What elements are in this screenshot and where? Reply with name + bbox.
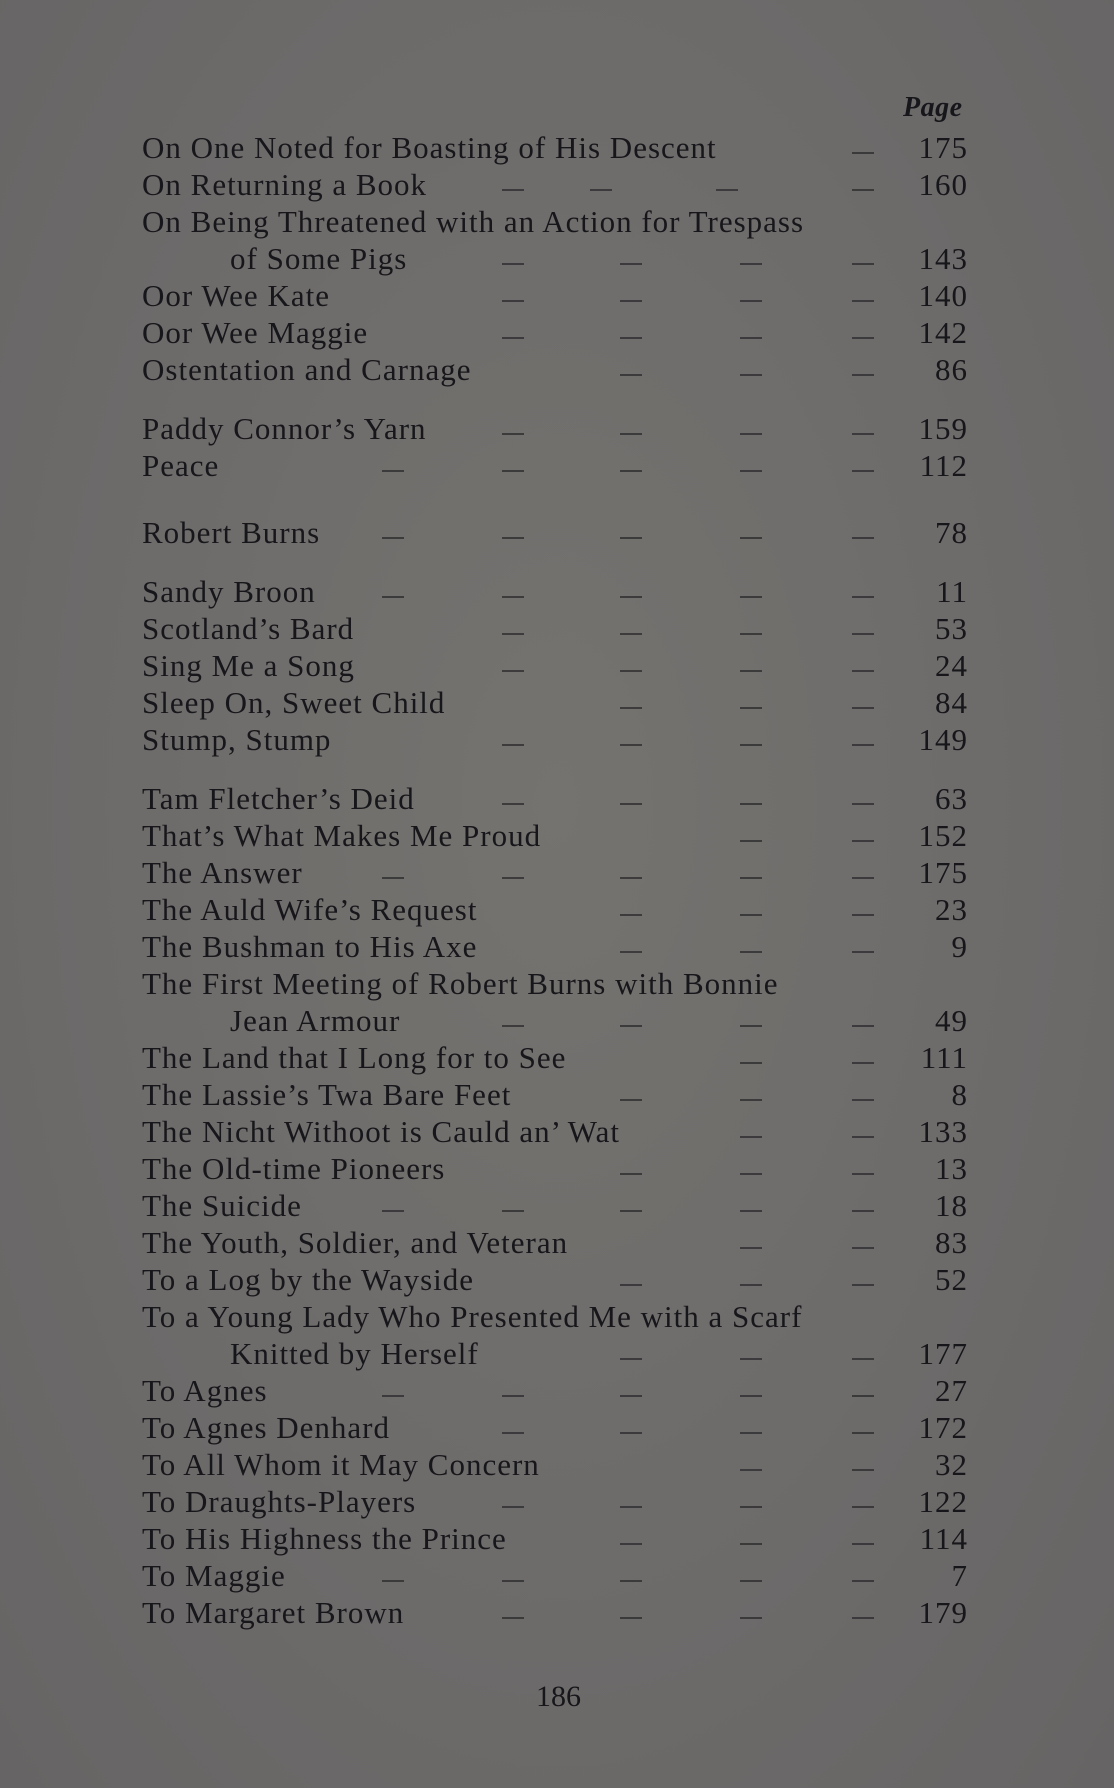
toc-entry-page: 13 (935, 1151, 968, 1186)
page-number: 186 (536, 1680, 581, 1713)
toc-entry (142, 781, 968, 817)
toc-entry (142, 818, 968, 854)
toc-entry-page: 159 (918, 411, 968, 446)
toc-entry (142, 167, 968, 203)
toc-entry (142, 1262, 968, 1298)
toc-entry (142, 448, 968, 484)
toc-entry-title: To a Young Lady Who Presented Me with a Scarf (142, 1299, 803, 1334)
toc-entry-page: 11 (936, 574, 968, 609)
toc-entry (142, 1151, 968, 1187)
toc-entry-page: 83 (935, 1225, 968, 1260)
toc-entry-page: 152 (918, 818, 968, 853)
toc-entry (142, 1373, 968, 1409)
toc-entry-page: 179 (918, 1595, 968, 1630)
toc-entry-page: 160 (918, 167, 968, 202)
toc-entry-page: 122 (918, 1484, 968, 1519)
toc-entry-title: The First Meeting of Robert Burns with Bonnie (142, 966, 779, 1001)
toc-entry-page: 172 (918, 1410, 968, 1445)
toc-entry-page: 142 (918, 315, 968, 350)
toc-entry-title: The Auld Wife’s Request (142, 892, 478, 927)
toc-entry (142, 1077, 968, 1113)
toc-entry-page: 18 (935, 1188, 968, 1223)
toc-entry-title: Paddy Connor’s Yarn (142, 411, 427, 446)
toc-entry-title: On Being Threatened with an Action for Trespass (142, 204, 805, 239)
toc-entry-page: 52 (935, 1262, 968, 1297)
toc-entry-title: Knitted by Herself (230, 1336, 479, 1371)
toc-entry-title: Peace (142, 448, 220, 483)
toc-entry (142, 1558, 968, 1594)
toc-entry-title: Oor Wee Kate (142, 278, 330, 313)
toc-entry-page: 112 (919, 448, 968, 483)
toc-entry-title: To Agnes Denhard (142, 1410, 391, 1445)
toc-entry (142, 515, 968, 551)
toc-entry-page: 78 (935, 515, 968, 550)
toc-entry-page: 175 (918, 130, 968, 165)
toc-entry (142, 722, 968, 758)
toc-entry-page: 114 (919, 1521, 968, 1556)
toc-entry (142, 1299, 962, 1335)
toc-entry-page: 24 (935, 648, 968, 683)
toc-entry-title: The Answer (142, 855, 303, 890)
toc-entry-page: 53 (935, 611, 968, 646)
toc-entry (142, 574, 968, 610)
toc-entry-title: To His Highness the Prince (142, 1521, 507, 1556)
toc-entry-title: The Nicht Withoot is Cauld an’ Wat (142, 1114, 620, 1149)
toc-entry-title: Sing Me a Song (142, 648, 355, 683)
toc-entry-title: Tam Fletcher’s Deid (142, 781, 415, 816)
toc-entry (142, 966, 962, 1002)
toc-entry-page: 63 (935, 781, 968, 816)
toc-entry-title: The Suicide (142, 1188, 302, 1223)
toc-entry-title: On One Noted for Boasting of His Descent (142, 130, 717, 165)
toc-entry (142, 855, 968, 891)
page-column-heading: Page (903, 92, 963, 123)
toc-entry-title: The Lassie’s Twa Bare Feet (142, 1077, 512, 1112)
toc-entry-title: Sandy Broon (142, 574, 316, 609)
toc-entry-title: That’s What Makes Me Proud (142, 818, 542, 853)
toc-entry-page: 133 (918, 1114, 968, 1149)
toc-entry-title: Oor Wee Maggie (142, 315, 369, 350)
toc-entry-title: The Youth, Soldier, and Veteran (142, 1225, 569, 1260)
toc-entry (142, 278, 968, 314)
toc-entry (142, 1114, 968, 1150)
toc-entry-continuation (230, 241, 1050, 277)
toc-entry-continuation (230, 1336, 1050, 1372)
toc-entry (142, 892, 968, 928)
toc-entry-continuation (230, 1003, 1050, 1039)
toc-entry (142, 611, 968, 647)
toc-entry-title: To Draughts-Players (142, 1484, 417, 1519)
toc-entry (142, 1040, 968, 1076)
toc-entry-title: Stump, Stump (142, 722, 332, 757)
toc-entry-title: Ostentation and Carnage (142, 352, 472, 387)
toc-entry-page: 175 (918, 855, 968, 890)
toc-entry (142, 411, 968, 447)
toc-entry-title: The Land that I Long for to See (142, 1040, 567, 1075)
toc-entry-page: 23 (935, 892, 968, 927)
toc-entry (142, 929, 968, 965)
toc-entry (142, 315, 968, 351)
toc-entry-page: 9 (951, 929, 968, 964)
toc-entry-page: 140 (918, 278, 968, 313)
toc-entry (142, 1484, 968, 1520)
toc-entry-page: 143 (918, 241, 968, 276)
toc-entry-title: To All Whom it May Concern (142, 1447, 540, 1482)
toc-entry-page: 149 (918, 722, 968, 757)
toc-entry-title: Sleep On, Sweet Child (142, 685, 446, 720)
toc-entry (142, 130, 968, 166)
toc-entry-title: To Margaret Brown (142, 1595, 405, 1630)
toc-entry (142, 648, 968, 684)
toc-entry-page: 7 (951, 1558, 968, 1593)
toc-entry-title: Scotland’s Bard (142, 611, 355, 646)
toc-entry-page: 111 (920, 1040, 968, 1075)
toc-entry-title: The Old-time Pioneers (142, 1151, 446, 1186)
toc-entry (142, 1521, 968, 1557)
toc-entry (142, 685, 968, 721)
toc-entry-title: Robert Burns (142, 515, 321, 550)
toc-entry (142, 1447, 968, 1483)
toc-entry-title: To Maggie (142, 1558, 286, 1593)
toc-entry-page: 84 (935, 685, 968, 720)
toc-entry (142, 1595, 968, 1631)
toc-entry-page: 8 (951, 1077, 968, 1112)
toc-entry-page: 177 (918, 1336, 968, 1371)
toc-entry-title: The Bushman to His Axe (142, 929, 478, 964)
toc-entry-title: of Some Pigs (230, 241, 408, 276)
toc-entry (142, 1188, 968, 1224)
toc-entry (142, 204, 962, 240)
toc-entry (142, 1410, 968, 1446)
toc-entry-title: To a Log by the Wayside (142, 1262, 475, 1297)
toc-entry-page: 27 (935, 1373, 968, 1408)
toc-entry-title: To Agnes (142, 1373, 268, 1408)
toc-entry-title: On Returning a Book (142, 167, 428, 202)
toc-entry-title: Jean Armour (230, 1003, 401, 1038)
toc-entry (142, 352, 968, 388)
toc-entry (142, 1225, 968, 1261)
toc-entry-page: 32 (935, 1447, 968, 1482)
toc-entry-page: 49 (935, 1003, 968, 1038)
toc-entry-page: 86 (935, 352, 968, 387)
